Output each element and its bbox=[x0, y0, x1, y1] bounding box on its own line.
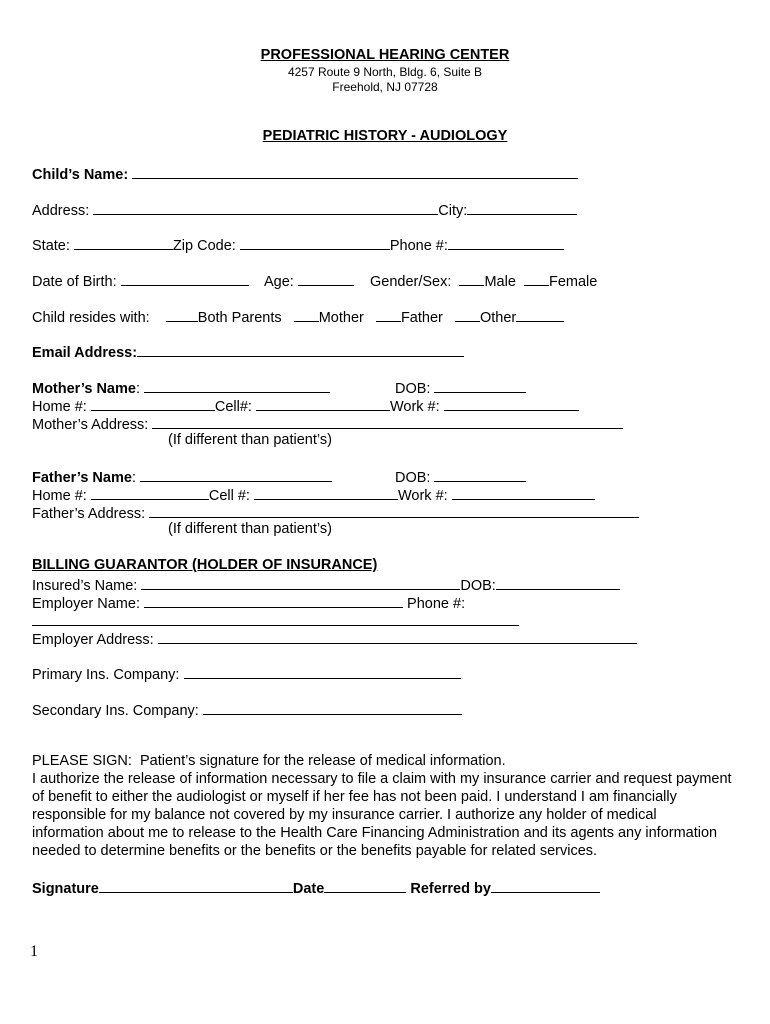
mother-work-label: Work #: bbox=[389, 399, 440, 415]
mother-name-label: Mother’s Name bbox=[32, 381, 136, 397]
please-sign-text: PLEASE SIGN: Patient’s signature for the release of medical information. bbox=[32, 753, 506, 769]
father-address-row bbox=[32, 503, 639, 523]
state-field[interactable] bbox=[74, 235, 173, 250]
male-label: Male bbox=[484, 274, 516, 290]
page-number: 1 bbox=[30, 943, 38, 960]
billing-heading: BILLING GUARANTOR (HOLDER OF INSURANCE) bbox=[32, 557, 378, 573]
childs-name-label: Child’s Name: bbox=[32, 167, 129, 183]
employer-phone-row bbox=[32, 611, 519, 631]
phone-label: Phone #: bbox=[389, 238, 448, 254]
primary-ins-label: Primary Ins. Company: bbox=[32, 667, 180, 683]
primary-ins-field[interactable] bbox=[184, 664, 461, 679]
email-label: Email Address: bbox=[32, 345, 138, 361]
signature-label: Signature bbox=[32, 881, 99, 897]
father-address-note: (If different than patient’s) bbox=[168, 521, 332, 537]
dob-label: Date of Birth: bbox=[32, 274, 117, 290]
father-address-label: Father’s Address: bbox=[32, 506, 146, 522]
mother-address-field[interactable] bbox=[152, 414, 623, 429]
email-field[interactable] bbox=[137, 342, 464, 357]
mother-home-field[interactable] bbox=[91, 396, 215, 411]
email-row bbox=[32, 342, 464, 362]
insured-name-field[interactable] bbox=[141, 575, 460, 590]
employer-address-row bbox=[32, 629, 637, 649]
employer-name-field[interactable] bbox=[144, 593, 403, 608]
mother-address-note: (If different than patient’s) bbox=[168, 432, 332, 448]
childs-name-row bbox=[32, 164, 578, 184]
both-parents-label: Both Parents bbox=[197, 310, 282, 326]
form-title: PEDIATRIC HISTORY - AUDIOLOGY bbox=[262, 128, 508, 144]
mother-address-row bbox=[32, 414, 623, 434]
insured-label: Insured’s Name: bbox=[32, 578, 138, 594]
father-cell-label: Cell #: bbox=[208, 488, 250, 504]
employer-phone-field[interactable] bbox=[32, 611, 519, 626]
referred-by-field[interactable] bbox=[491, 878, 600, 893]
both-parents-checkbox[interactable] bbox=[166, 307, 198, 322]
signature-row bbox=[32, 878, 600, 898]
mother-work-field[interactable] bbox=[444, 396, 579, 411]
mother-name-colon: : bbox=[135, 381, 140, 397]
dob-age-gender-row bbox=[32, 271, 597, 291]
secondary-ins-label: Secondary Ins. Company: bbox=[32, 703, 199, 719]
father-name-field[interactable] bbox=[140, 467, 332, 482]
city-label: City: bbox=[438, 203, 468, 219]
state-zip-phone-row bbox=[32, 235, 564, 255]
signature-field[interactable] bbox=[99, 878, 293, 893]
employer-label: Employer Name: bbox=[32, 596, 140, 612]
father-work-label: Work #: bbox=[397, 488, 448, 504]
age-field[interactable] bbox=[298, 271, 354, 286]
father-dob-label: DOB: bbox=[395, 470, 431, 486]
address-line-2: Freehold, NJ 07728 bbox=[332, 80, 438, 94]
dob-field[interactable] bbox=[121, 271, 249, 286]
employer-address-field[interactable] bbox=[158, 629, 637, 644]
phone-field[interactable] bbox=[448, 235, 564, 250]
father-name-label: Father’s Name bbox=[32, 470, 132, 486]
insured-row bbox=[32, 575, 620, 595]
secondary-ins-field[interactable] bbox=[203, 700, 462, 715]
female-label: Female bbox=[548, 274, 598, 290]
mother-cell-label: Cell#: bbox=[214, 399, 252, 415]
mother-cell-field[interactable] bbox=[256, 396, 390, 411]
employer-row bbox=[32, 593, 465, 613]
mother-address-label: Mother’s Address: bbox=[32, 417, 149, 433]
mother-checkbox[interactable] bbox=[294, 307, 319, 322]
father-home-label: Home #: bbox=[32, 488, 87, 504]
address-field[interactable] bbox=[93, 200, 438, 215]
employer-address-label: Employer Address: bbox=[32, 632, 154, 648]
resides-label: Child resides with: bbox=[32, 310, 150, 326]
address-row bbox=[32, 200, 577, 220]
childs-name-field[interactable] bbox=[132, 164, 578, 179]
zip-field[interactable] bbox=[240, 235, 390, 250]
mother-option-label: Mother bbox=[318, 310, 364, 326]
insured-dob-field[interactable] bbox=[496, 575, 620, 590]
father-dob-row bbox=[395, 467, 526, 487]
mother-home-label: Home #: bbox=[32, 399, 87, 415]
mother-phones-row bbox=[32, 396, 579, 416]
referred-by-label: Referred by bbox=[410, 881, 491, 897]
father-home-field[interactable] bbox=[91, 485, 209, 500]
other-field[interactable] bbox=[516, 307, 564, 322]
mother-dob-row bbox=[395, 378, 526, 398]
insured-dob-label: DOB: bbox=[460, 578, 496, 594]
father-dob-field[interactable] bbox=[434, 467, 526, 482]
address-label: Address: bbox=[32, 203, 90, 219]
org-name: PROFESSIONAL HEARING CENTER bbox=[260, 47, 510, 63]
father-address-field[interactable] bbox=[149, 503, 639, 518]
father-cell-field[interactable] bbox=[254, 485, 398, 500]
resides-with-row bbox=[32, 307, 564, 327]
other-checkbox[interactable] bbox=[455, 307, 480, 322]
father-checkbox[interactable] bbox=[376, 307, 401, 322]
male-checkbox[interactable] bbox=[459, 271, 484, 286]
father-phones-row bbox=[32, 485, 595, 505]
city-field[interactable] bbox=[467, 200, 577, 215]
female-checkbox[interactable] bbox=[524, 271, 549, 286]
mother-name-field[interactable] bbox=[144, 378, 330, 393]
age-label: Age: bbox=[263, 274, 294, 290]
date-field[interactable] bbox=[324, 878, 406, 893]
date-label: Date bbox=[292, 881, 325, 897]
father-option-label: Father bbox=[400, 310, 443, 326]
mother-dob-field[interactable] bbox=[434, 378, 526, 393]
father-name-colon: : bbox=[131, 470, 136, 486]
address-line-1: 4257 Route 9 North, Bldg. 6, Suite B bbox=[287, 65, 483, 79]
employer-phone-label: Phone #: bbox=[407, 596, 466, 612]
other-option-label: Other bbox=[479, 310, 517, 326]
consent-paragraph: I authorize the release of information necessary to file a claim with my insurance carrier and request payment of benefit to either the audiologist or myself if her fee has not been paid. I understand I am financially responsible for my balance not covered by my insurance carrier. I authorize any holder of medical information about me to release to the Health Care Financing Administration and its agents any information needed to determine benefits or the benefits or the benefits payable for related services. bbox=[32, 771, 732, 859]
father-name-row bbox=[32, 467, 332, 487]
mother-dob-label: DOB: bbox=[395, 381, 431, 397]
state-label: State: bbox=[32, 238, 70, 254]
zip-label: Zip Code: bbox=[172, 238, 236, 254]
father-work-field[interactable] bbox=[452, 485, 595, 500]
primary-ins-row bbox=[32, 664, 461, 684]
gender-label: Gender/Sex: bbox=[369, 274, 452, 290]
mother-name-row bbox=[32, 378, 330, 398]
secondary-ins-row bbox=[32, 700, 462, 720]
